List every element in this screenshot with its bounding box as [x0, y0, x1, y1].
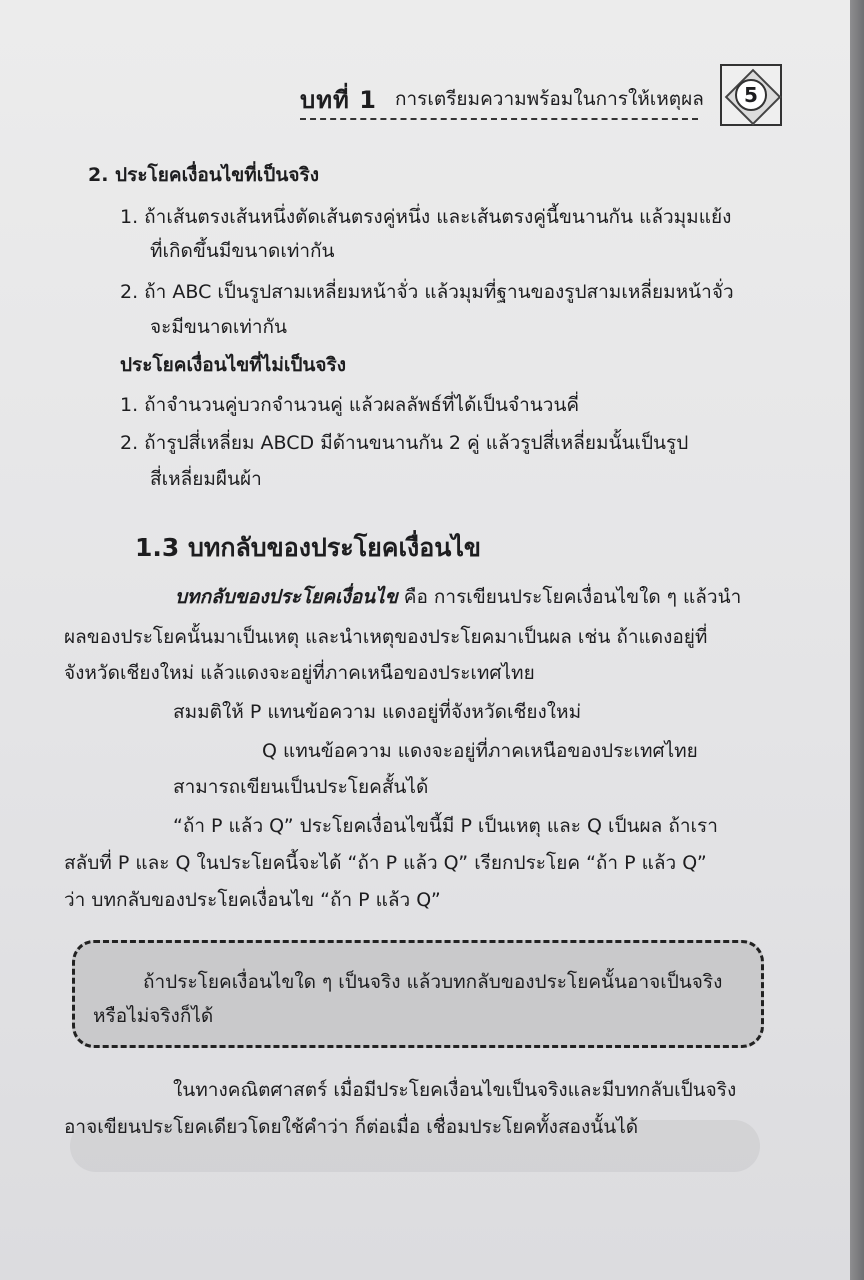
- false-example-2-line1: 2. ถ้ารูปสี่เหลี่ยม ABCD มีด้านขนานกัน 2 คู่ แล้วรูปสี่เหลี่ยมนั้นเป็นรูป: [120, 432, 689, 454]
- true-conditionals-heading: 2. ประโยคเงื่อนไขที่เป็นจริง: [88, 164, 319, 186]
- definition-text: คือ การเขียนประโยคเงื่อนไขใด ๆ แล้วนำ: [397, 586, 742, 608]
- converse-paragraph-line2: สลับที่ P และ Q ในประโยคนี้จะได้ “ถ้า P แล้ว Q” เรียกประโยค “ถ้า P แล้ว Q”: [64, 852, 707, 874]
- page-header: [300, 80, 720, 116]
- note-line2: หรือไม่จริงก็ได้: [93, 1005, 214, 1027]
- paragraph-1-line3: จังหวัดเชียงใหม่ แล้วแดงจะอยู่ที่ภาคเหนือของประเทศไทย: [64, 662, 535, 684]
- false-example-1: 1. ถ้าจำนวนคู่บวกจำนวนคู่ แล้วผลลัพธ์ที่ได้เป็นจำนวนคี่: [120, 394, 580, 416]
- page-edge: [850, 0, 864, 1280]
- false-conditionals-heading: ประโยคเงื่อนไขที่ไม่เป็นจริง: [120, 354, 346, 376]
- paragraph-1-line2: ผลของประโยคนั้นมาเป็นเหตุ และนำเหตุของประโยคมาเป็นผล เช่น ถ้าแดงอยู่ที่: [64, 626, 708, 648]
- chapter-title: การเตรียมความพร้อมในการให้เหตุผล: [395, 88, 704, 110]
- let-q-statement: Q แทนข้อความ แดงจะอยู่ที่ภาคเหนือของประเทศไทย: [262, 740, 698, 762]
- note-box: [72, 940, 764, 1048]
- paragraph-1-line1: [175, 582, 741, 612]
- true-example-2-line2: จะมีขนาดเท่ากัน: [150, 316, 288, 338]
- final-paragraph-line2: อาจเขียนประโยคเดียวโดยใช้คำว่า ก็ต่อเมื่อ เชื่อมประโยคทั้งสองนั้นได้: [64, 1116, 639, 1138]
- short-form-note: สามารถเขียนเป็นประโยคสั้นได้: [173, 776, 429, 798]
- definition-term: บทกลับของประโยคเงื่อนไข: [175, 586, 398, 608]
- true-example-1-line1: 1. ถ้าเส้นตรงเส้นหนึ่งตัดเส้นตรงคู่หนึ่ง และเส้นตรงคู่นี้ขนานกัน แล้วมุมแย้ง: [120, 206, 732, 228]
- false-example-2-line2: สี่เหลี่ยมผืนผ้า: [150, 468, 262, 490]
- final-paragraph-line1: ในทางคณิตศาสตร์ เมื่อมีประโยคเงื่อนไขเป็นจริงและมีบทกลับเป็นจริง: [173, 1079, 737, 1101]
- header-divider: [300, 118, 698, 120]
- true-example-2-line1: 2. ถ้า ABC เป็นรูปสามเหลี่ยมหน้าจั่ว แล้วมุมที่ฐานของรูปสามเหลี่ยมหน้าจั่ว: [120, 281, 734, 303]
- converse-paragraph-line3: ว่า บทกลับของประโยคเงื่อนไข “ถ้า P แล้ว Q”: [64, 889, 441, 911]
- chapter-number: บทที่ 1: [300, 86, 377, 114]
- note-line1: ถ้าประโยคเงื่อนไขใด ๆ เป็นจริง แล้วบทกลับของประโยคนั้นอาจเป็นจริง: [143, 971, 723, 993]
- page-number: 5: [735, 79, 767, 111]
- page-number-badge: [720, 64, 782, 126]
- let-p-statement: สมมติให้ P แทนข้อความ แดงอยู่ที่จังหวัดเชียงใหม่: [173, 701, 582, 723]
- true-example-1-line2: ที่เกิดขึ้นมีขนาดเท่ากัน: [150, 240, 335, 262]
- converse-paragraph-line1: “ถ้า P แล้ว Q” ประโยคเงื่อนไขนี้มี P เป็นเหตุ และ Q เป็นผล ถ้าเรา: [173, 815, 718, 837]
- section-heading: 1.3 บทกลับของประโยคเงื่อนไข: [135, 533, 482, 562]
